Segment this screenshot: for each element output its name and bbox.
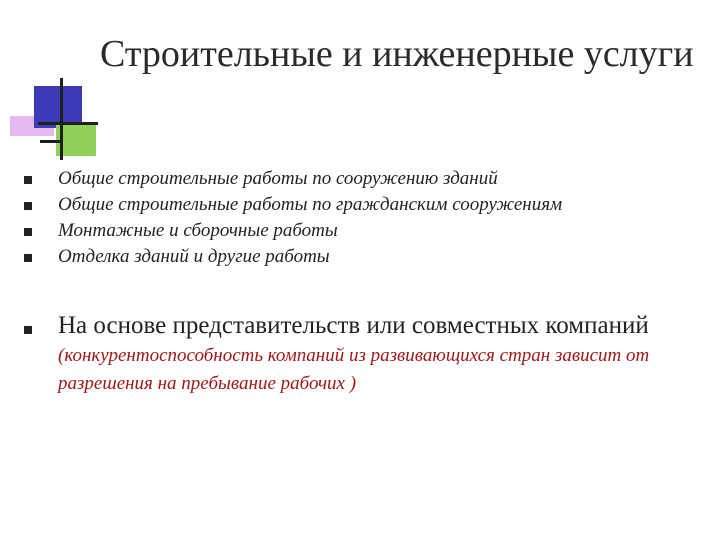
list-item [24, 166, 704, 192]
list-item [24, 192, 704, 218]
ornament-short-line [40, 140, 62, 143]
main-point-text: На основе представительств или совместных компаний [58, 312, 649, 339]
ornament-horizontal-line [38, 122, 98, 125]
list-item-text: Отделка зданий и другие работы [58, 246, 330, 267]
bullet-list [24, 166, 704, 270]
list-item-text: Общие строительные работы по сооружению зданий [58, 168, 498, 189]
square-bullet-icon [24, 326, 32, 334]
square-bullet-icon [24, 202, 32, 210]
main-point [24, 310, 700, 398]
main-point-note: (конкурентоспособность компаний из развивающихся стран зависит от разрешения на пребывание рабочих ) [58, 345, 650, 394]
slide-title: Строительные и инженерные услуги [100, 33, 694, 75]
square-bullet-icon [24, 228, 32, 236]
list-item-text: Монтажные и сборочные работы [58, 220, 338, 241]
square-bullet-icon [24, 254, 32, 262]
ornament-vertical-line [60, 78, 63, 160]
list-item-text: Общие строительные работы по гражданским сооружениям [58, 194, 563, 215]
square-bullet-icon [24, 176, 32, 184]
list-item [24, 244, 704, 270]
list-item [24, 218, 704, 244]
